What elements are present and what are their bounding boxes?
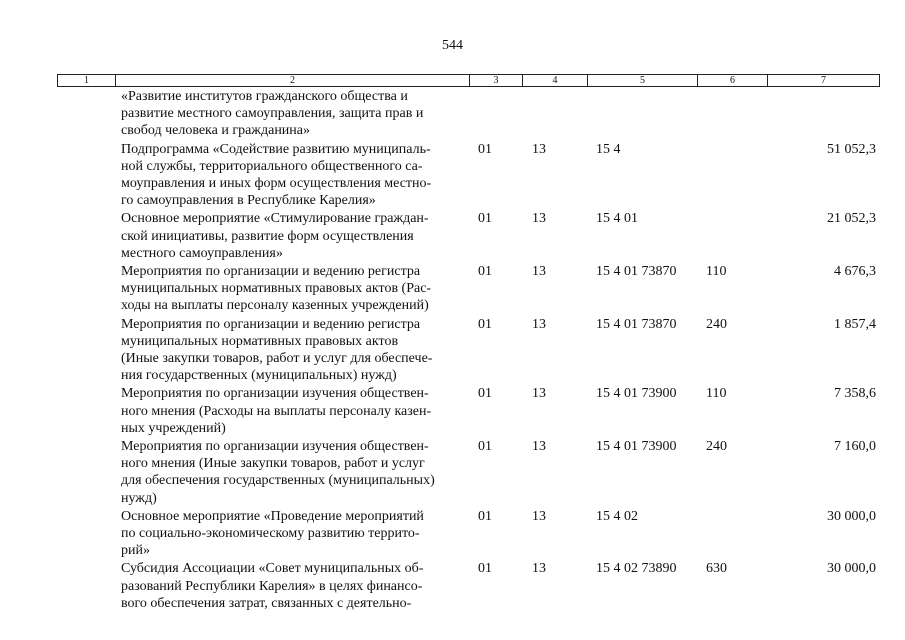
row-number-cell xyxy=(57,316,115,385)
page-number: 544 xyxy=(442,38,463,53)
column-header-2: 2 xyxy=(116,75,470,87)
row-number-cell xyxy=(57,263,115,315)
budget-table-body xyxy=(57,88,879,613)
subsection-code-cell: 13 xyxy=(532,211,546,227)
expense-type-cell: 110 xyxy=(706,264,727,280)
amount-cell: 7 358,6 xyxy=(834,386,876,402)
item-name-cell xyxy=(115,316,469,385)
column-header-6: 6 xyxy=(698,75,768,87)
amount-cell: 7 160,0 xyxy=(834,439,876,455)
target-article-cell: 15 4 02 xyxy=(596,508,638,524)
item-name-line: моуправления и иных форм осуществления местно- xyxy=(121,176,432,192)
item-name-line: муниципальных нормативных правовых актов (Рас- xyxy=(121,281,432,297)
item-name-line: ходы на выплаты персоналу казенных учреждений) xyxy=(121,298,429,314)
subsection-code-cell: 13 xyxy=(532,561,546,577)
column-header-4: 4 xyxy=(523,75,588,87)
row-number-cell xyxy=(57,438,115,507)
target-article-cell: 15 4 01 73900 xyxy=(596,439,677,455)
row-number-cell xyxy=(57,385,115,437)
subsection-code-cell: 13 xyxy=(532,316,546,332)
row-number-cell xyxy=(57,141,115,210)
item-name-line: нужд) xyxy=(121,490,157,506)
item-name-cell xyxy=(115,385,469,437)
item-name-line: развитие местного самоуправления, защита прав и xyxy=(121,106,424,122)
section-code-cell: 01 xyxy=(478,211,492,227)
table-row xyxy=(57,385,879,437)
item-name-line: Субсидия Ассоциации «Совет муниципальных об- xyxy=(121,561,424,577)
item-name-line: Мероприятия по организации и ведению регистра xyxy=(121,316,421,332)
item-name-line: для обеспечения государственных (муниципальных) xyxy=(121,473,435,489)
item-name-cell xyxy=(115,210,469,262)
target-article-cell xyxy=(587,88,697,140)
expense-type-cell xyxy=(697,88,767,140)
expense-type-cell: 110 xyxy=(706,386,727,402)
item-name-line: рий» xyxy=(121,543,150,559)
item-name-line: го самоуправления в Республике Карелия» xyxy=(121,193,376,209)
target-article-cell: 15 4 01 73900 xyxy=(596,386,677,402)
item-name-line: свобод человека и гражданина» xyxy=(121,123,311,139)
section-code-cell: 01 xyxy=(478,264,492,280)
item-name-cell xyxy=(115,141,469,210)
item-name-line: ного мнения (Расходы на выплаты персоналу казен- xyxy=(121,403,432,419)
item-name-line: вого обеспечения затрат, связанных с деятельно- xyxy=(121,595,412,611)
subsection-code-cell: 13 xyxy=(532,386,546,402)
target-article-cell: 15 4 01 73870 xyxy=(596,316,677,332)
subsection-code-cell xyxy=(522,88,587,140)
table-row xyxy=(57,263,879,315)
amount-cell: 30 000,0 xyxy=(827,561,876,577)
item-name-line: Мероприятия по организации изучения обществен- xyxy=(121,386,429,402)
item-name-line: Мероприятия по организации изучения обществен- xyxy=(121,439,429,455)
amount-cell: 1 857,4 xyxy=(834,316,876,332)
section-code-cell: 01 xyxy=(478,439,492,455)
column-header-7: 7 xyxy=(768,75,880,87)
table-row xyxy=(57,316,879,385)
table-row xyxy=(57,141,879,210)
item-name-cell xyxy=(115,438,469,507)
expense-type-cell: 630 xyxy=(706,561,727,577)
expense-type-cell: 240 xyxy=(706,439,727,455)
item-name-cell xyxy=(115,88,469,140)
amount-cell xyxy=(767,88,879,140)
item-name-line: Основное мероприятие «Стимулирование граждан- xyxy=(121,211,429,227)
item-name-line: Мероприятия по организации и ведению регистра xyxy=(121,264,421,280)
item-name-line: «Развитие институтов гражданского общества и xyxy=(121,89,408,104)
section-code-cell: 01 xyxy=(478,316,492,332)
section-code-cell: 01 xyxy=(478,508,492,524)
subsection-code-cell: 13 xyxy=(532,264,546,280)
column-header-3: 3 xyxy=(470,75,523,87)
item-name-cell xyxy=(115,560,469,612)
row-number-cell xyxy=(57,210,115,262)
subsection-code-cell: 13 xyxy=(532,141,546,157)
item-name-cell xyxy=(115,508,469,560)
item-name-line: разований Республики Карелия» в целях финансо- xyxy=(121,578,423,594)
expense-type-cell xyxy=(697,141,767,210)
item-name-cell xyxy=(115,263,469,315)
expense-type-cell xyxy=(697,508,767,560)
table-row xyxy=(57,88,879,140)
table-row xyxy=(57,560,879,612)
subsection-code-cell: 13 xyxy=(532,439,546,455)
table-row xyxy=(57,210,879,262)
row-number-cell xyxy=(57,88,115,140)
target-article-cell: 15 4 02 73890 xyxy=(596,561,677,577)
amount-cell: 51 052,3 xyxy=(827,141,876,157)
amount-cell: 30 000,0 xyxy=(827,508,876,524)
amount-cell: 21 052,3 xyxy=(827,211,876,227)
section-code-cell xyxy=(469,88,522,140)
section-code-cell: 01 xyxy=(478,561,492,577)
target-article-cell: 15 4 01 xyxy=(596,211,638,227)
column-header-1: 1 xyxy=(58,75,116,87)
item-name-line: местного самоуправления» xyxy=(121,245,283,261)
item-name-line: ного мнения (Иные закупки товаров, работ и услуг xyxy=(121,456,425,472)
amount-cell: 4 676,3 xyxy=(834,264,876,280)
column-header-table xyxy=(57,74,880,87)
item-name-line: ской инициативы, развитие форм осуществления xyxy=(121,228,414,244)
item-name-line: (Иные закупки товаров, работ и услуг для обеспече- xyxy=(121,351,433,367)
item-name-line: Основное мероприятие «Проведение мероприятий xyxy=(121,508,424,524)
target-article-cell: 15 4 01 73870 xyxy=(596,264,677,280)
item-name-line: ной службы, территориального общественного са- xyxy=(121,158,423,174)
item-name-line: ния государственных (муниципальных) нужд) xyxy=(121,368,397,384)
row-number-cell xyxy=(57,508,115,560)
table-row xyxy=(57,508,879,560)
subsection-code-cell: 13 xyxy=(532,508,546,524)
row-number-cell xyxy=(57,560,115,612)
section-code-cell: 01 xyxy=(478,141,492,157)
item-name-line: муниципальных нормативных правовых актов xyxy=(121,333,399,349)
item-name-line: Подпрограмма «Содействие развитию муниципаль- xyxy=(121,141,431,157)
section-code-cell: 01 xyxy=(478,386,492,402)
item-name-line: по социально-экономическому развитию террито- xyxy=(121,526,420,542)
expense-type-cell: 240 xyxy=(706,316,727,332)
target-article-cell: 15 4 xyxy=(596,141,621,157)
expense-type-cell xyxy=(697,210,767,262)
column-header-row xyxy=(58,75,880,87)
column-header-5: 5 xyxy=(588,75,698,87)
table-row xyxy=(57,438,879,507)
item-name-line: ных учреждений) xyxy=(121,420,226,436)
